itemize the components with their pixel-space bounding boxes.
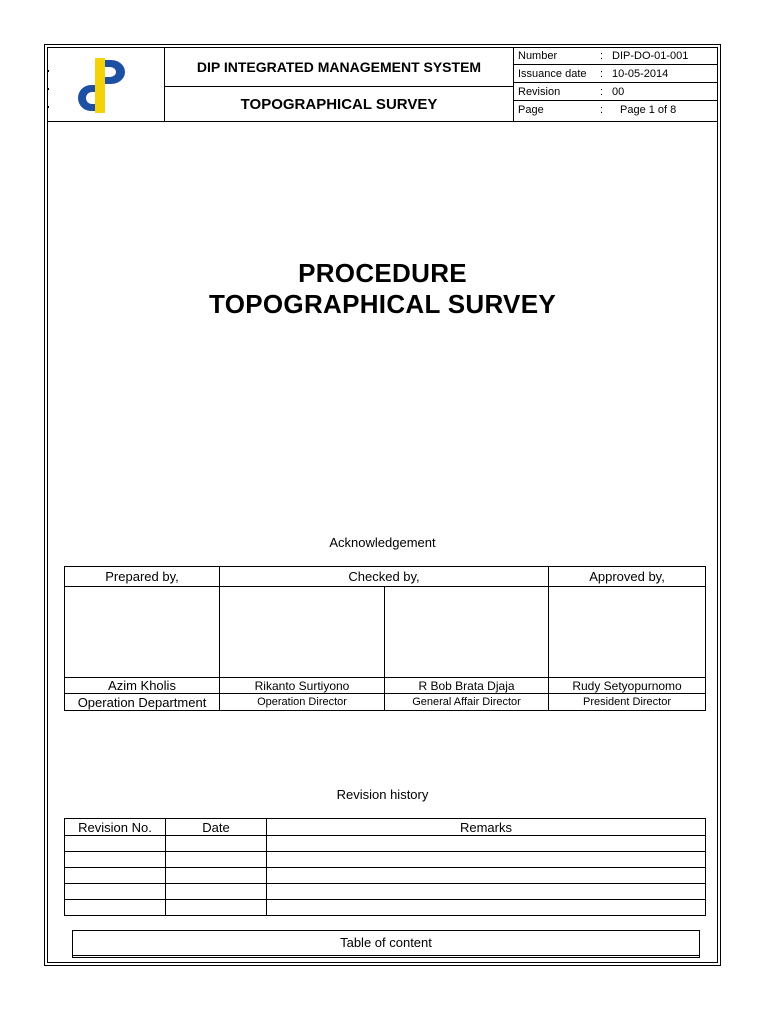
signatory-role: General Affair Director (385, 694, 549, 711)
header-checked-by: Checked by, (220, 567, 549, 587)
signature-box (549, 587, 706, 678)
meta-label: Number (518, 50, 558, 62)
table-cell (166, 868, 267, 884)
signatory-role: President Director (549, 694, 706, 711)
header-prepared-by: Prepared by, (65, 567, 220, 587)
divider (73, 955, 699, 956)
toc-label: Table of content (340, 935, 432, 950)
signature-box (220, 587, 385, 678)
table-row (65, 852, 706, 868)
procedure-title: PROCEDURE (298, 258, 467, 288)
meta-label: Issuance date (518, 68, 587, 80)
header-title-cell (165, 47, 514, 121)
acknowledgement-caption: Acknowledgement (329, 535, 436, 550)
system-name: DIP INTEGRATED MANAGEMENT SYSTEM (165, 47, 513, 87)
signatory-name: Rikanto Surtiyono (220, 678, 385, 694)
table-of-content (72, 930, 700, 958)
revision-history-caption: Revision history (336, 787, 429, 802)
table-row (65, 900, 706, 916)
meta-label: Revision (518, 86, 561, 98)
table-cell (65, 852, 166, 868)
header-revision-no: Revision No. (65, 819, 166, 836)
table-cell (65, 868, 166, 884)
logo-cell (47, 47, 165, 121)
meta-value: DIP-DO-01-001 (612, 50, 689, 62)
table-cell (65, 884, 166, 900)
meta-colon: : (600, 50, 604, 62)
meta-revision (514, 83, 718, 101)
company-logo-icon (47, 47, 165, 121)
table-cell (267, 884, 706, 900)
table-cell (166, 900, 267, 916)
meta-value: 00 (612, 86, 625, 98)
meta-label: Page (518, 104, 544, 116)
table-cell (65, 900, 166, 916)
signature-box (65, 587, 220, 678)
signature-box (385, 587, 549, 678)
header-approved-by: Approved by, (549, 567, 706, 587)
document-header (47, 47, 718, 122)
acknowledgement-table (64, 566, 706, 711)
meta-value: Page 1 of 8 (620, 104, 677, 116)
signatory-name: Azim Kholis (65, 678, 220, 694)
revision-history-table (64, 818, 706, 916)
table-cell (267, 900, 706, 916)
meta-value: 10-05-2014 (612, 68, 669, 80)
meta-number (514, 47, 718, 65)
table-cell (267, 836, 706, 852)
document-title-header: TOPOGRAPHICAL SURVEY (240, 95, 438, 113)
table-row (65, 868, 706, 884)
header-date: Date (166, 819, 267, 836)
table-row (65, 884, 706, 900)
table-cell (65, 836, 166, 852)
meta-colon: : (600, 86, 604, 98)
procedure-subtitle: TOPOGRAPHICAL SURVEY (209, 289, 556, 319)
signatory-name: R Bob Brata Djaja (385, 678, 549, 694)
table-cell (267, 852, 706, 868)
table-row (65, 836, 706, 852)
meta-page (514, 101, 718, 121)
table-cell (267, 868, 706, 884)
table-cell (166, 852, 267, 868)
header-remarks: Remarks (267, 819, 706, 836)
signatory-role: Operation Department (65, 694, 220, 711)
meta-issuance-date (514, 65, 718, 83)
signatory-name: Rudy Setyopurnomo (549, 678, 706, 694)
signatory-role: Operation Director (220, 694, 385, 711)
meta-colon: : (600, 104, 604, 116)
table-cell (166, 884, 267, 900)
table-cell (166, 836, 267, 852)
document-meta (514, 47, 718, 121)
meta-colon: : (600, 68, 604, 80)
